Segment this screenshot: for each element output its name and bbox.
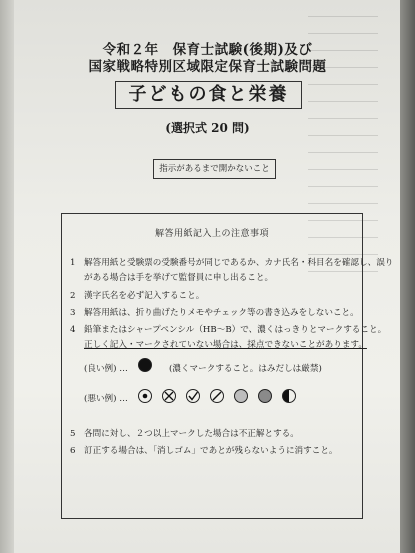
bad-mark-check-icon <box>186 389 200 403</box>
question-format: (選択式 20 問) <box>165 121 250 135</box>
exam-header-line2: 国家戦略特別区域限定保育士試験問題 <box>88 59 327 75</box>
bad-example-label: (悪い例) … <box>84 394 128 404</box>
good-mark-icon <box>138 358 152 372</box>
answer-sheet-notes <box>61 213 394 519</box>
bad-mark-dot-icon <box>138 389 152 403</box>
subject-title: 子どもの食と栄養 <box>115 81 302 109</box>
do-not-open-instruction: 指示があるまで開かないこと <box>153 159 276 179</box>
good-example-note: (濃くマークすること。はみだしは厳禁) <box>169 364 322 374</box>
bad-mark-light-icon <box>234 389 248 403</box>
exam-header-line1: 令和２年 保育士試験(後期)及び <box>102 42 313 58</box>
note-item-3: 3 解答用紙は、折り曲げたりメモやチェック等の書き込みをしないこと。 <box>70 308 359 318</box>
note-item-5: 5 各問に対し、２つ以上マークした場合は不正解とする。 <box>70 429 299 439</box>
note-item-4: 4 鉛筆またはシャープペンシル（HB～B）で、濃くはっきりとマークすること。 <box>70 325 387 335</box>
bad-mark-slash-icon <box>210 389 224 403</box>
good-example-label: (良い例) … <box>84 364 128 374</box>
bad-mark-gray-icon <box>258 389 272 403</box>
paper-edge <box>0 0 14 553</box>
note-item-4-warning: 正しく記入・マークされていない場合は、採点できないことがあります。 <box>84 340 367 350</box>
background-surface <box>400 0 415 553</box>
note-item-1-cont: がある場合は手を挙げて監督員に申し出ること。 <box>84 273 274 283</box>
note-item-2: 2 漢字氏名を必ず記入すること。 <box>70 291 205 301</box>
notes-title: 解答用紙記入上の注意事項 <box>154 229 269 239</box>
bad-mark-x-icon <box>162 389 176 403</box>
note-item-1: 1 解答用紙と受験票の受験番号が同じであるか、カナ氏名・科目名を確認し、誤り <box>70 258 394 268</box>
bad-mark-half-icon <box>282 389 296 403</box>
note-item-6: 6 訂正する場合は、「消しゴム」であとが残らないように消すこと。 <box>70 446 338 456</box>
